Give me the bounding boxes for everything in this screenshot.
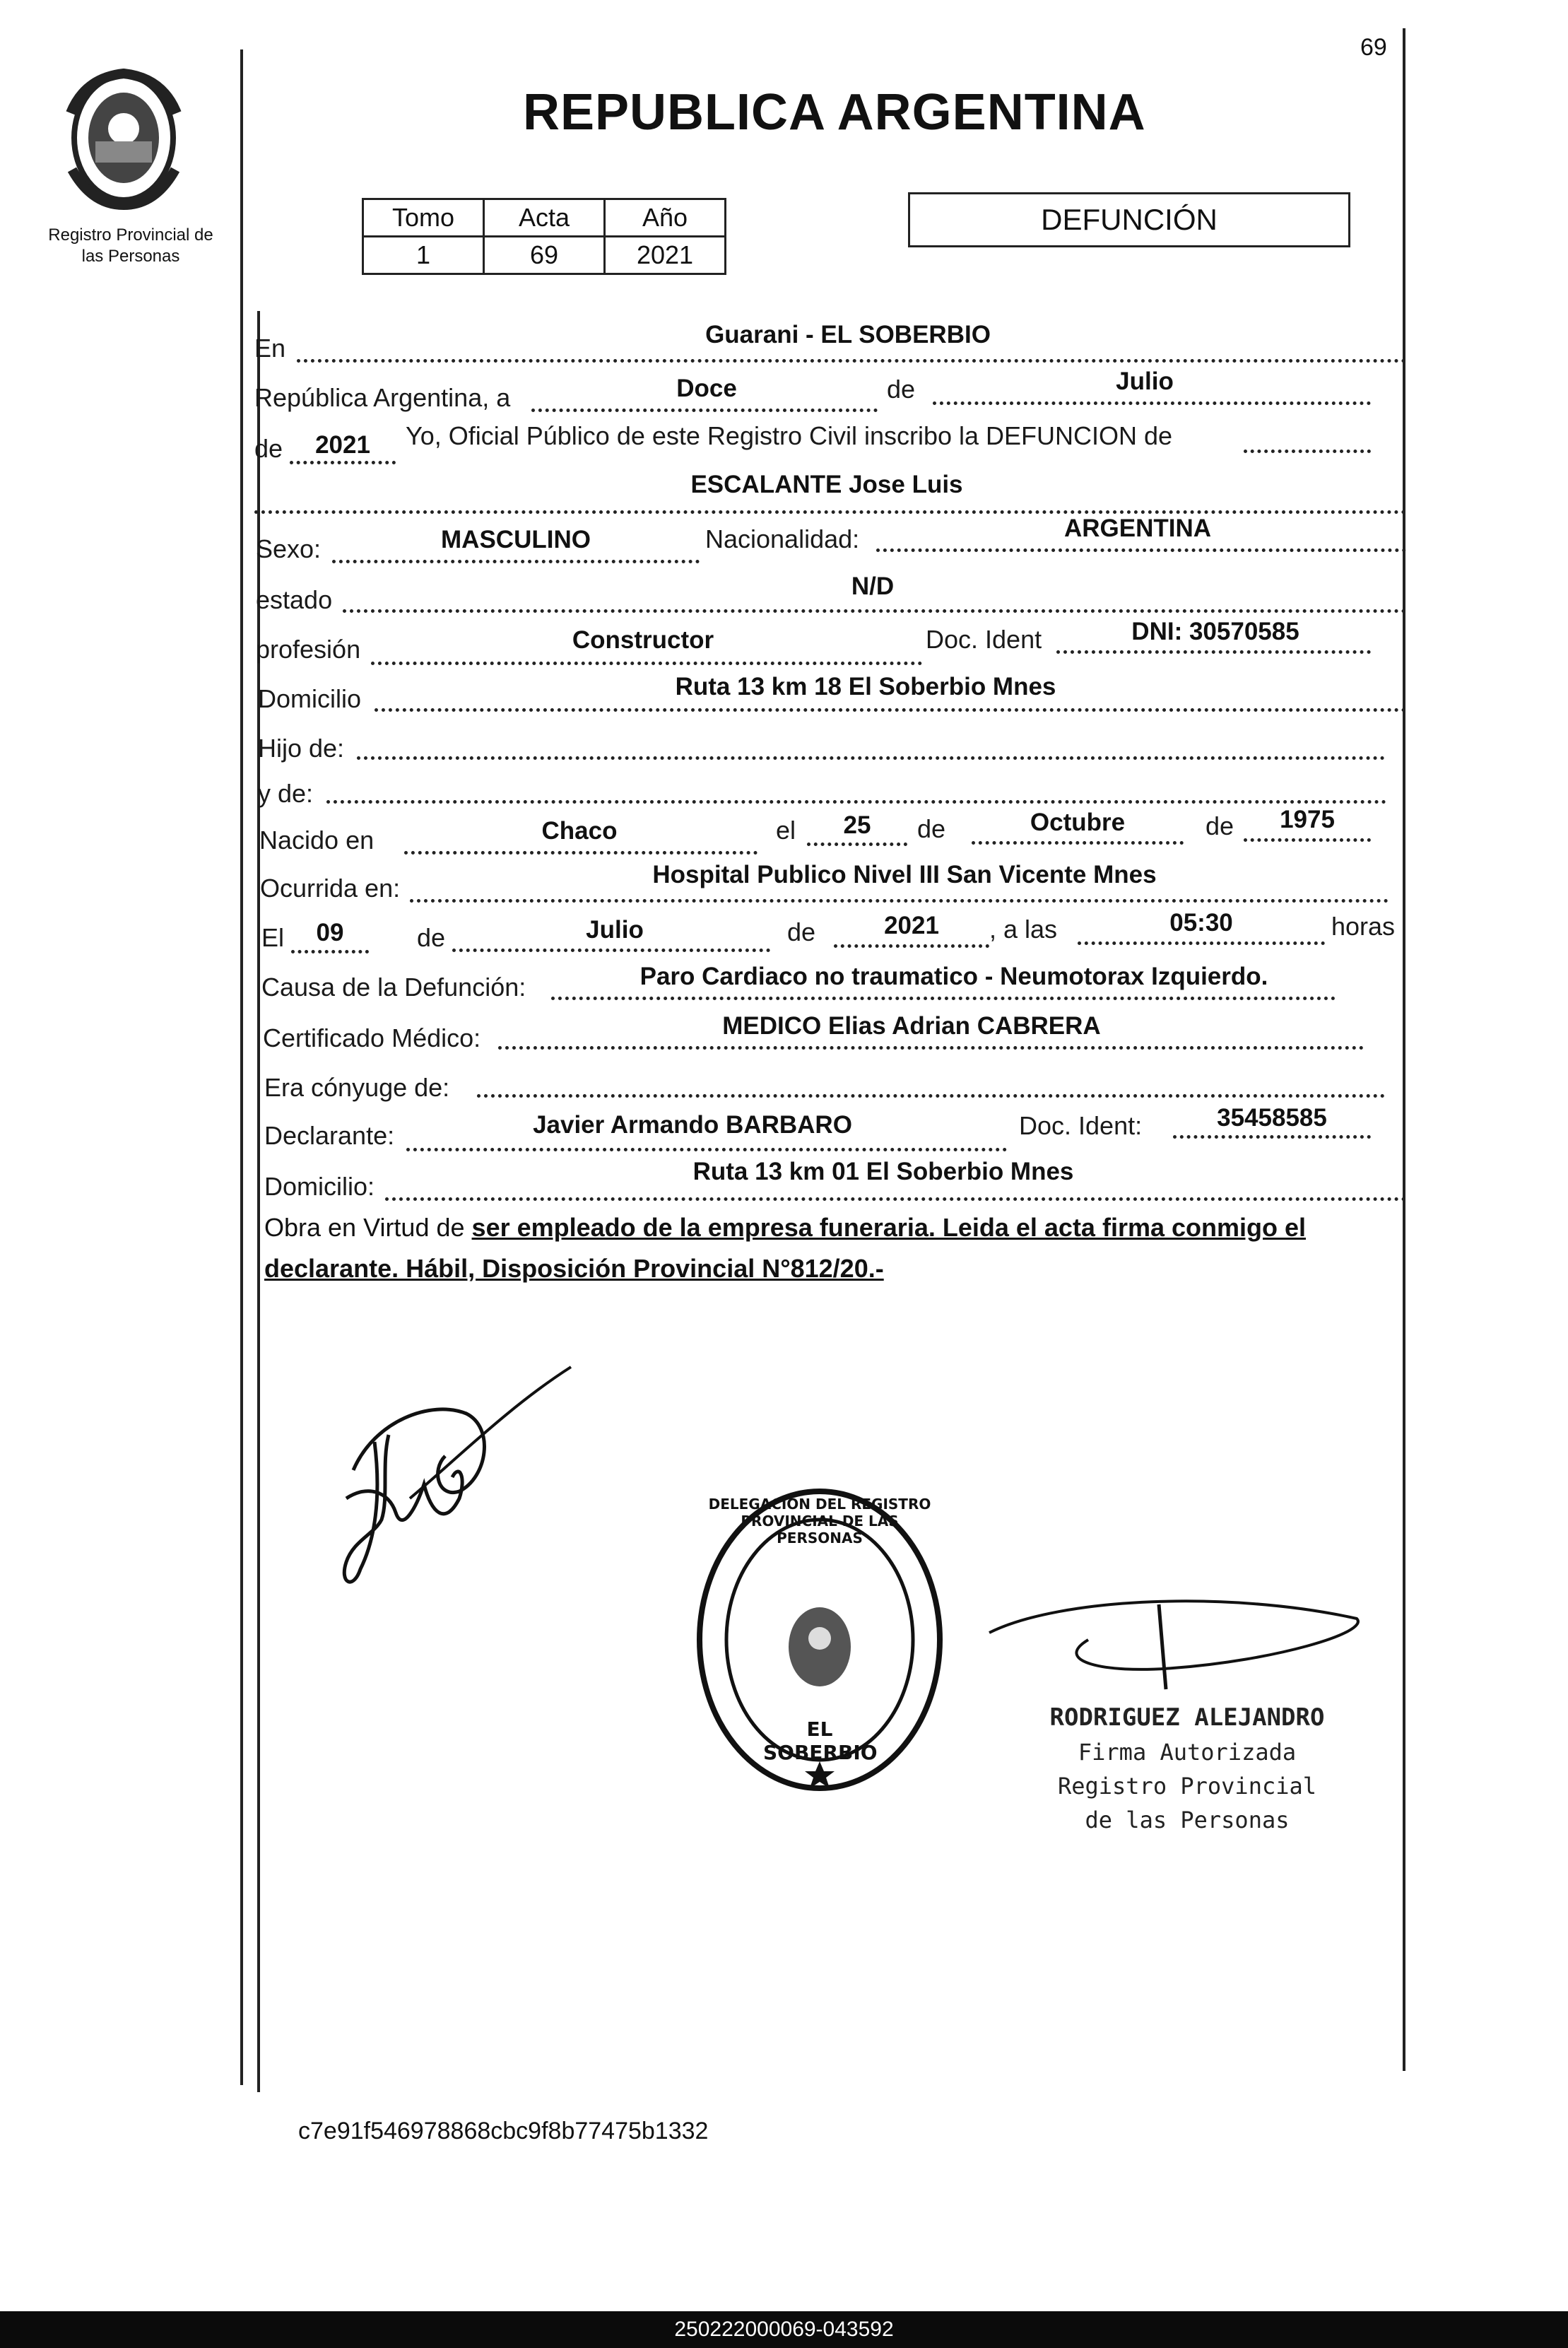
value-domicilio: Ruta 13 km 18 El Soberbio Mnes: [675, 673, 1056, 700]
value-def-dia: 09: [316, 919, 344, 946]
dotted-line: [343, 609, 1406, 613]
label-domicilio-2: Domicilio:: [264, 1172, 375, 1201]
left-margin-line: [240, 49, 243, 2085]
dotted-line: [290, 461, 396, 464]
dotted-line: [933, 401, 1371, 405]
signer-title-line3: de las Personas: [1085, 1807, 1290, 1833]
label-obra: Obra en Virtud de: [264, 1213, 465, 1242]
header-anio: Año: [605, 199, 726, 237]
header-acta: Acta: [484, 199, 605, 237]
label-nacionalidad: Nacionalidad:: [705, 524, 860, 553]
dotted-line: [1078, 941, 1325, 945]
value-def-mes: Julio: [586, 916, 644, 944]
value-obra-line1: ser empleado de la empresa funeraria. Leida el acta firma conmigo el: [471, 1213, 1307, 1242]
label-de: de: [787, 917, 816, 946]
dotted-line: [531, 409, 878, 412]
declarant-signature: [325, 1357, 579, 1612]
value-def-hora: 05:30: [1169, 909, 1233, 937]
right-margin-line: [1403, 28, 1405, 2071]
dotted-line: [291, 950, 369, 953]
value-causa: Paro Cardiaco no traumatico - Neumotorax Izquierdo.: [639, 963, 1268, 990]
header-tomo: Tomo: [363, 199, 484, 237]
value-sexo: MASCULINO: [441, 526, 591, 553]
value-anio: 2021: [315, 431, 370, 459]
dotted-line: [1056, 650, 1371, 654]
label-profesion: profesión: [256, 635, 361, 664]
label-el: el: [776, 816, 796, 845]
page-title: REPUBLICA ARGENTINA: [523, 84, 1146, 141]
page-number: 69: [1360, 34, 1387, 61]
dotted-line: [807, 843, 907, 846]
label-a-las: , a las: [989, 915, 1058, 944]
document-hash: c7e91f546978868cbc9f8b77475b1332: [298, 2118, 709, 2144]
label-sexo: Sexo:: [256, 534, 322, 563]
dotted-line: [404, 851, 758, 855]
provincia-misiones-logo: [57, 64, 191, 212]
label-y-de: y de:: [258, 779, 314, 808]
dotted-line: [385, 1197, 1406, 1201]
left-inner-line: [257, 311, 260, 2092]
dotted-line: [452, 949, 770, 952]
dotted-line: [1244, 450, 1371, 453]
official-seal: [692, 1484, 947, 1795]
label-el-cap: El: [261, 923, 285, 952]
label-horas: horas: [1331, 912, 1396, 941]
value-nacionalidad: ARGENTINA: [1063, 515, 1212, 542]
label-intro: Yo, Oficial Público de este Registro Civil inscribo la DEFUNCION de: [406, 421, 1173, 450]
dotted-line: [332, 560, 700, 563]
value-declarante: Javier Armando BARBARO: [533, 1111, 852, 1139]
value-acta: 69: [484, 237, 605, 274]
logo-caption: [28, 225, 233, 267]
dotted-line: [477, 1094, 1385, 1098]
label-ocurrida-en: Ocurrida en:: [260, 874, 401, 903]
seal-inner-text: EL SOBERBIO: [763, 1718, 878, 1764]
value-obra-line2: declarante. Hábil, Disposición Provincial N°812/20.-: [264, 1254, 884, 1283]
value-certificado: MEDICO Elias Adrian CABRERA: [722, 1012, 1101, 1040]
dotted-line: [876, 548, 1406, 552]
value-nacido-dia: 25: [843, 811, 871, 839]
barcode-id-bar: [0, 2311, 1568, 2348]
logo-caption-line1: Registro Provincial de: [48, 225, 213, 245]
signer-name: RODRIGUEZ ALEJANDRO: [1049, 1703, 1325, 1732]
official-signature: [975, 1590, 1371, 1703]
value-dni: DNI: 30570585: [1131, 618, 1299, 645]
dotted-line: [254, 510, 1406, 514]
label-domicilio: Domicilio: [258, 684, 362, 713]
dotted-line: [326, 800, 1386, 804]
value-nacido-anio: 1975: [1280, 806, 1335, 833]
dotted-line: [297, 359, 1406, 363]
value-mes: Julio: [1116, 368, 1174, 395]
value-declarante-doc: 35458585: [1217, 1104, 1327, 1132]
label-republica: República Argentina, a: [254, 383, 511, 412]
value-nombre: ESCALANTE Jose Luis: [690, 471, 963, 498]
label-declarante: Declarante:: [264, 1121, 395, 1150]
label-de: de: [417, 923, 446, 952]
value-anio: 2021: [605, 237, 726, 274]
tomo-acta-anio-table: [362, 198, 726, 275]
dotted-line: [375, 708, 1406, 712]
value-def-anio: 2021: [884, 912, 939, 939]
dotted-line: [834, 944, 989, 948]
label-de: de: [917, 814, 946, 843]
logo-caption-line2: las Personas: [81, 247, 180, 266]
signer-title-line1: Firma Autorizada: [1078, 1739, 1297, 1766]
dotted-line: [551, 997, 1336, 1000]
value-dia: Doce: [676, 375, 737, 402]
seal-outer-text: DELEGACION DEL REGISTRO PROVINCIAL DE LAS PERSONAS: [708, 1496, 931, 1546]
label-en: En: [254, 334, 286, 363]
dotted-line: [1173, 1135, 1371, 1139]
dotted-line: [972, 841, 1184, 845]
obra-en-virtud: [264, 1207, 1430, 1289]
label-certificado: Certificado Médico:: [263, 1023, 481, 1052]
value-nacido-mes: Octubre: [1030, 809, 1126, 836]
value-nacido-lugar: Chaco: [541, 817, 618, 845]
signer-title-line2: Registro Provincial: [1057, 1773, 1317, 1800]
dotted-line: [357, 756, 1385, 760]
value-tomo: 1: [363, 237, 484, 274]
label-de: de: [1206, 811, 1234, 840]
dotted-line: [406, 1148, 1007, 1151]
label-causa: Causa de la Defunción:: [261, 973, 526, 1002]
dotted-line: [371, 662, 922, 665]
label-de: de: [887, 375, 916, 404]
value-estado: N/D: [851, 573, 895, 600]
label-doc-ident: Doc. Ident: [926, 625, 1042, 654]
label-doc-ident-2: Doc. Ident:: [1019, 1111, 1143, 1140]
label-estado: estado: [256, 585, 333, 614]
dotted-line: [498, 1046, 1364, 1050]
dotted-line: [410, 899, 1389, 903]
value-declarante-domicilio: Ruta 13 km 01 El Soberbio Mnes: [692, 1158, 1074, 1185]
value-profesion: Constructor: [572, 626, 714, 654]
barcode-id: 250222000069-043592: [674, 2318, 894, 2341]
dotted-line: [1244, 838, 1371, 842]
label-conyuge: Era cónyuge de:: [264, 1073, 450, 1102]
document-type-box: DEFUNCIÓN: [908, 192, 1350, 247]
label-hijo-de: Hijo de:: [258, 734, 345, 763]
label-nacido-en: Nacido en: [259, 826, 375, 855]
value-ocurrida: Hospital Publico Nivel III San Vicente Mnes: [652, 861, 1157, 888]
label-de: de: [254, 434, 283, 463]
value-lugar: Guarani - EL SOBERBIO: [705, 321, 991, 348]
